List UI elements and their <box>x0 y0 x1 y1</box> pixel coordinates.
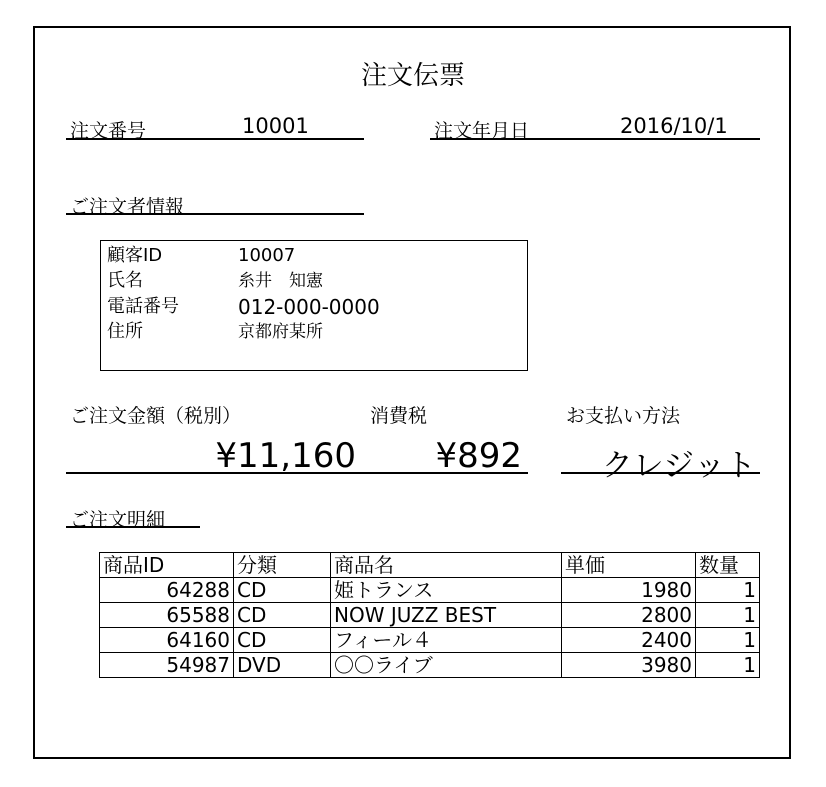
subtotal-label: ご注文金額（税別） <box>70 405 242 427</box>
column-header-unit-price: 単価 <box>562 553 696 578</box>
details-section-underline <box>66 526 200 528</box>
order-number-value: 10001 <box>242 114 309 138</box>
customer-info-box <box>100 240 528 371</box>
product-id-cell: 64160 <box>100 628 234 653</box>
order-date-value: 2016/10/1 <box>620 114 728 138</box>
table-row <box>100 603 760 628</box>
table-row <box>100 578 760 603</box>
customer-address-label: 住所 <box>107 321 143 342</box>
subtotal-value: ¥11,160 <box>215 436 356 476</box>
product-name-cell: 〇〇ライブ <box>331 653 562 678</box>
category-cell: CD <box>234 578 331 603</box>
unit-price-cell: 3980 <box>562 653 696 678</box>
table-row <box>100 628 760 653</box>
customer-name-value: 糸井 知憲 <box>238 271 323 291</box>
table-row <box>100 653 760 678</box>
order-date-label: 注文年月日 <box>434 120 530 142</box>
details-section-label: ご注文明細 <box>70 509 166 531</box>
unit-price-cell: 1980 <box>562 578 696 603</box>
payment-method-value: クレジット <box>601 448 756 484</box>
order-number-label: 注文番号 <box>70 120 147 142</box>
page-title: 注文伝票 <box>360 61 465 91</box>
customer-phone-label: 電話番号 <box>107 296 179 317</box>
unit-price-cell: 2800 <box>562 603 696 628</box>
category-cell: CD <box>234 603 331 628</box>
category-cell: DVD <box>234 653 331 678</box>
quantity-cell: 1 <box>696 628 760 653</box>
order-details-table <box>99 552 760 678</box>
table-header-row <box>100 553 760 578</box>
customer-phone-value: 012-000-0000 <box>238 295 380 319</box>
product-name-cell: 姫トランス <box>331 578 562 603</box>
amount-underline <box>66 472 528 474</box>
quantity-cell: 1 <box>696 578 760 603</box>
customer-address-value: 京都府某所 <box>238 322 323 342</box>
unit-price-cell: 2400 <box>562 628 696 653</box>
tax-value: ¥892 <box>435 436 522 476</box>
customer-section-underline <box>66 213 364 215</box>
category-cell: CD <box>234 628 331 653</box>
column-header-category: 分類 <box>234 553 331 578</box>
customer-id-value: 10007 <box>238 245 296 266</box>
customer-name-label: 氏名 <box>107 270 143 291</box>
product-id-cell: 64288 <box>100 578 234 603</box>
quantity-cell: 1 <box>696 653 760 678</box>
product-id-cell: 54987 <box>100 653 234 678</box>
product-id-cell: 65588 <box>100 603 234 628</box>
quantity-cell: 1 <box>696 603 760 628</box>
customer-section-label: ご注文者情報 <box>70 196 185 218</box>
column-header-quantity: 数量 <box>696 553 760 578</box>
customer-id-label: 顧客ID <box>107 245 163 266</box>
order-date-underline <box>430 138 760 140</box>
product-name-cell: NOW JUZZ BEST <box>331 603 562 628</box>
product-name-cell: フィール４ <box>331 628 562 653</box>
column-header-product-name: 商品名 <box>331 553 562 578</box>
order-number-underline <box>66 138 364 140</box>
tax-label: 消費税 <box>370 405 428 427</box>
column-header-product-id: 商品ID <box>100 553 234 578</box>
payment-method-label: お支払い方法 <box>566 405 681 427</box>
payment-underline <box>561 472 760 474</box>
